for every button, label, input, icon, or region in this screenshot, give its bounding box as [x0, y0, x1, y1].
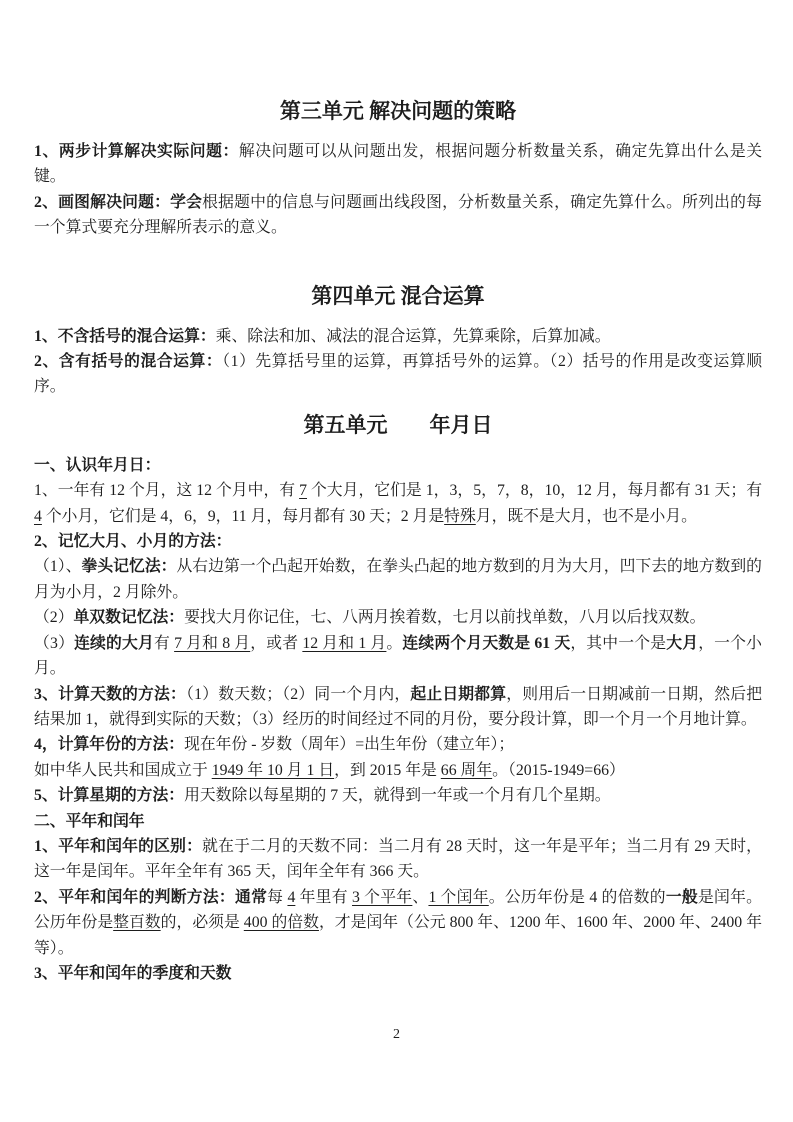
text-segment: 4 [287, 888, 296, 906]
document-content [34, 96, 762, 986]
text-segment: 2、记忆大月、小月的方法： [34, 533, 232, 551]
text-segment: ，则用后一日期减前一日期，然后把结果加 1，就得到实际的天数；（3）经历的时间经过不同的月份，要分段计算，即一个月一个月地计算。 [34, 685, 762, 728]
text-segment: ，到 2015 年是 [334, 761, 441, 779]
text-segment: 解决问题可以从问题出发，根据问题分析数量关系，确定先算出什么是关键。 [34, 143, 762, 186]
text-segment: 乘、除法和加、减法的混合运算，先算乘除，后算加减。 [215, 327, 611, 345]
text-segment: ，其中一个是 [570, 634, 667, 652]
text-segment: 连续的大月 [74, 634, 154, 652]
text-segment: 每 [267, 888, 288, 906]
text-segment: 1、不含括号的混合运算： [34, 327, 216, 345]
text-segment: 、 [412, 888, 429, 906]
text-segment: 的，必须是 [160, 914, 244, 932]
section-title: 第五单元 年月日 [303, 412, 493, 437]
section-title: 第三单元 解决问题的策略 [279, 99, 517, 123]
text-segment: 是闰年。公历年份是 [34, 888, 762, 932]
text-segment: 单双数记忆法： [73, 609, 185, 627]
text-segment: （1）数天数；（2）同一个月内， [186, 685, 411, 703]
text-segment: 从右边第一个凸起开始数，在拳头凸起的地方数到的月为大月，凹下去的地方数到的月为小月，2 月除外。 [34, 558, 762, 601]
text-segment: 2、含有括号的混合运算： [34, 353, 223, 371]
paragraph [34, 605, 762, 630]
text-segment: 7 [299, 482, 307, 500]
paragraph [34, 682, 762, 733]
paragraph [34, 961, 762, 986]
text-segment: 1、平年和闰年的区别： [34, 837, 203, 855]
text-segment: 一、认识年月日： [34, 456, 161, 474]
text-segment: 如中华人民共和国成立于 [34, 761, 212, 779]
text-segment: 年里有 [295, 888, 353, 906]
text-segment: 2、画图解决问题：学会 [34, 193, 203, 211]
paragraph [34, 732, 762, 757]
text-segment: 4 [34, 507, 42, 525]
text-segment: 1 个闰年 [428, 888, 489, 906]
text-segment: 3、平年和闰年的季度和天数 [34, 964, 232, 982]
text-segment: （1）、 [34, 558, 82, 576]
text-segment: 月，既不是大月，也不是小月。 [475, 507, 697, 525]
text-segment: 特殊 [444, 507, 476, 525]
text-segment: 要找大月你记住，七、八两月挨着数，七月以前找单数，八月以后找双数。 [184, 609, 706, 627]
text-segment: 1、一年有 12 个月，这 12 个月中，有 [34, 482, 300, 500]
text-segment: 用天数除以每星期的 7 天，就得到一年或一个月有几个星期。 [184, 787, 611, 805]
paragraph [34, 758, 762, 783]
text-segment: 大月 [666, 634, 699, 652]
text-segment: 。公历年份是 4 的倍数的 [488, 888, 666, 906]
text-segment: 。（2015-1949=66） [492, 761, 625, 779]
text-segment: 3、计算天数的方法： [34, 685, 187, 703]
text-segment: （3） [34, 634, 75, 652]
text-segment: （2） [34, 609, 74, 627]
text-segment: 根据题中的信息与问题画出线段图，分析数量关系，确定先算什么。所列出的每一个算式要充分理解所表示的意义。 [34, 193, 762, 237]
section-3 [34, 410, 762, 987]
paragraph [34, 453, 762, 478]
text-segment: 拳头记忆法： [81, 558, 177, 576]
paragraph [34, 529, 762, 554]
text-segment: 1、两步计算解决实际问题： [34, 143, 239, 160]
paragraph [34, 885, 762, 961]
text-segment: 2、平年和闰年的判断方法：通常 [34, 888, 268, 906]
text-segment: 有 [153, 634, 175, 652]
paragraph [34, 809, 762, 834]
paragraph [34, 349, 762, 400]
paragraph [34, 324, 762, 349]
text-segment: 7 月和 8 月 [174, 634, 251, 652]
section-1 [34, 96, 762, 241]
paragraph [34, 139, 762, 190]
text-segment: ，一个小月。 [34, 634, 762, 678]
text-segment: 66 周年 [440, 761, 493, 779]
text-segment: 整百数 [113, 914, 161, 932]
text-segment: 就在于二月的天数不同：当二月有 28 天时，这一年是平年；当二月有 29 天时，这一年是闰年。平年全年有 365 天，闰年全年有 366 天。 [34, 837, 762, 881]
paragraph [34, 478, 762, 529]
text-segment: 1949 年 10 月 1 日 [211, 761, 335, 779]
text-segment: 5、计算星期的方法： [34, 787, 185, 805]
text-segment: 起止日期都算 [410, 685, 507, 703]
paragraph [34, 631, 762, 682]
paragraph [34, 190, 762, 241]
text-segment: 个小月，它们是 4，6，9，11 月，每月都有 30 天；2 月是 [41, 507, 445, 525]
text-segment: 。 [386, 634, 403, 652]
text-segment: 12 月和 1 月 [302, 634, 387, 652]
paragraph [34, 834, 762, 885]
section-title: 第四单元 混合运算 [311, 283, 485, 308]
paragraph [34, 554, 762, 605]
text-segment: 一般 [665, 888, 698, 906]
text-segment: 个大月，它们是 1，3，5，7，8，10，12 月，每月都有 31 天；有 [307, 482, 762, 500]
text-segment: 400 的倍数 [243, 914, 319, 932]
section-2 [34, 281, 762, 400]
text-segment: （1）先算括号里的运算，再算括号外的运算。（2）括号的作用是改变运算顺序。 [34, 353, 762, 396]
text-segment: 4，计算年份的方法： [34, 736, 185, 754]
text-segment: 连续两个月天数是 61 天 [402, 634, 571, 652]
text-segment: ，才是闰年（公元 800 年、1200 年、1600 年、2000 年、2400 年等）。 [34, 914, 762, 957]
text-segment: ，或者 [250, 634, 303, 652]
text-segment: 3 个平年 [352, 888, 413, 906]
text-segment: 二、平年和闰年 [34, 812, 145, 830]
text-segment: 现在年份 - 岁数（周年）=出生年份（建立年）； [184, 736, 515, 754]
paragraph [34, 783, 762, 808]
page-number: 2 [393, 1027, 400, 1042]
